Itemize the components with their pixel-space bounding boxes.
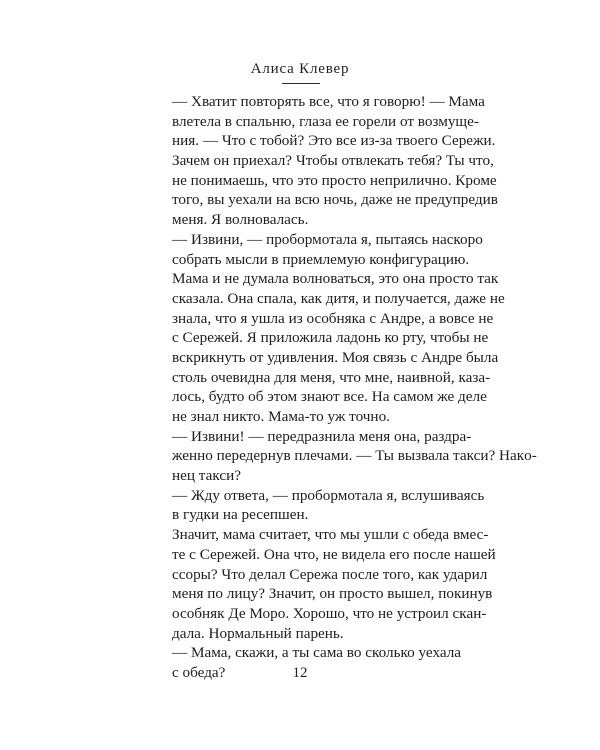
- text-line: с Сережей. Я приложила ладонь ко рту, чтобы не: [172, 329, 489, 347]
- text-line: — Извини, — пробормотала я, пытаясь наскоро: [172, 230, 483, 248]
- text-line: дала. Нормальный парень.: [172, 624, 344, 642]
- text-line: вскрикнуть от удивления. Моя связь с Андре была: [172, 348, 499, 366]
- text-line: знала, что я ушла из особняка с Андре, а вовсе не: [172, 309, 494, 327]
- text-line: женно передернув плечами. — Ты вызвала такси? Накo-: [172, 447, 537, 465]
- text-line: Значит, мама считает, что мы ушли с обеда вмес-: [172, 526, 489, 544]
- text-line: того, вы уехали на всю ночь, даже не предупредив: [172, 191, 498, 209]
- text-line: с обеда?: [172, 663, 226, 681]
- text-line: нец такси?: [172, 467, 241, 485]
- text-line: — Мама, скажи, а ты сама во сколько уехала: [172, 644, 462, 662]
- text-line: особняк Де Моро. Хорошо, что не устроил скан-: [172, 604, 487, 622]
- text-line: Зачем он приехал? Чтобы отвлекать тебя? Ты что,: [172, 152, 494, 170]
- text-line: лось, будто об этом знают все. На самом же деле: [172, 388, 487, 406]
- text-line: не понимаешь, что это просто неприлично. Кроме: [172, 171, 497, 189]
- text-line: собрать мысли в приемлемую конфигурацию.: [172, 250, 470, 268]
- text-line: сказала. Она спала, как дитя, и получается, даже не: [172, 289, 505, 307]
- text-line: Мама и не думала волноваться, это она просто так: [172, 270, 499, 288]
- page-number: 12: [292, 665, 308, 681]
- text-line: столь очевидна для меня, что мне, наивной, каза-: [172, 368, 491, 386]
- text-line: те с Сережей. Она что, не видела его после нашей: [172, 545, 496, 563]
- text-line: влетела в спальню, глаза ее горели от возмуще-: [172, 112, 479, 130]
- text-line: — Хватит повторять все, что я говорю! — Мама: [172, 93, 485, 110]
- text-line: меня. Я волновалась.: [172, 211, 309, 229]
- text-line: ссоры? Что делал Сережа после того, как ударил: [172, 565, 488, 583]
- text-line: — Жду ответа, — пробормотала я, вслушиваясь: [172, 486, 485, 504]
- header-rule: [282, 83, 320, 84]
- text-line: не знал никто. Мама-то уж точно.: [172, 408, 390, 425]
- text-line: — Извини! — передразнила меня она, раздра-: [172, 427, 472, 445]
- text-line: ния. — Что с тобой? Это все из-за твоего Сережи.: [172, 132, 496, 150]
- text-line: меня по лицу? Значит, он просто вышел, покинув: [172, 585, 493, 603]
- body-text: [172, 92, 537, 683]
- text-line: в гудки на ресепшен.: [172, 506, 309, 524]
- running-head-author: Алиса Клевер: [250, 61, 350, 77]
